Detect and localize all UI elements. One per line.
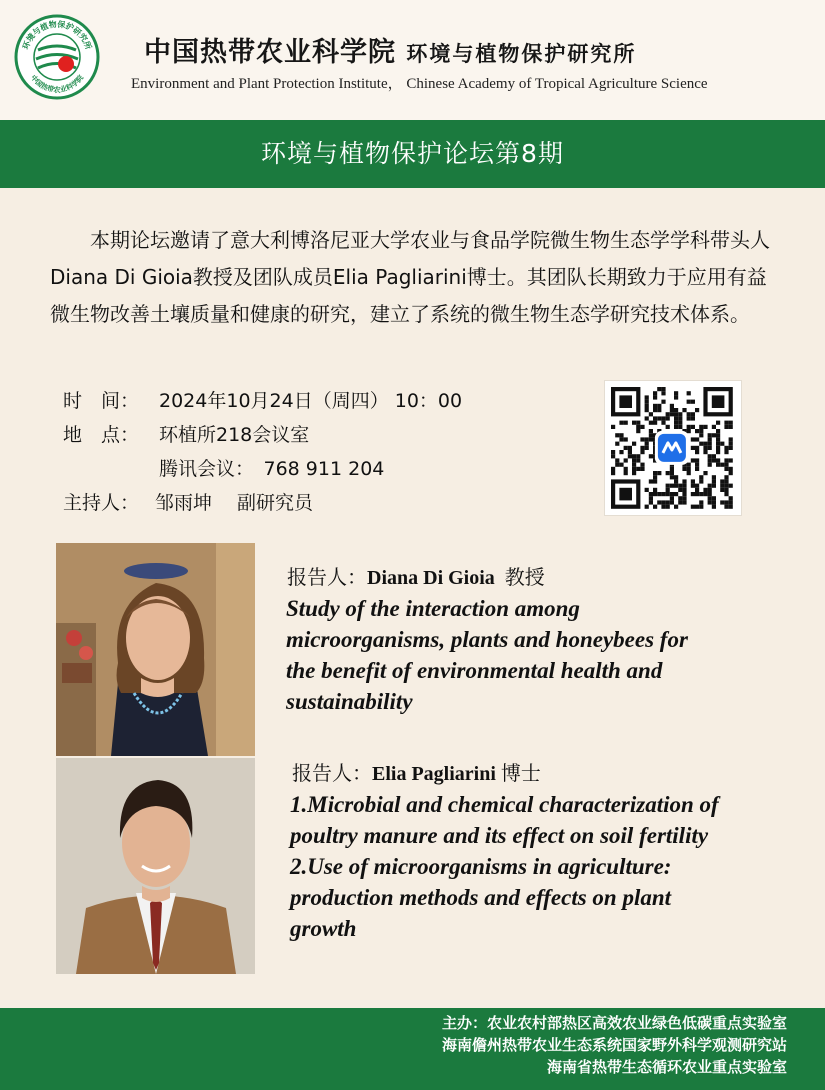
- talk-line: production methods and effects on plant: [290, 885, 672, 910]
- institute-subname-cn: 环境与植物保护研究所: [406, 41, 637, 66]
- talk-line: Study of the interaction among: [286, 596, 580, 621]
- talk-line: 1.Microbial and chemical characterization of: [290, 792, 719, 817]
- talk-line: 2.Use of microorganisms in agriculture:: [290, 854, 672, 879]
- speaker-2-title: 博士: [500, 763, 541, 785]
- speaker-1-title: 教授: [504, 567, 545, 589]
- talk-line: poultry manure and its effect on soil fertility: [290, 823, 709, 848]
- speaker-2-label: [292, 757, 541, 786]
- time-label: 时 间：: [63, 390, 140, 412]
- speaker-1-talk: [286, 593, 688, 717]
- logo-bottom-arc-text: 中国热带农业科学院: [28, 73, 86, 94]
- host-label: 主持人：: [63, 492, 140, 514]
- talk-line: the benefit of environmental health and: [286, 658, 663, 683]
- organizer-footer: [0, 1008, 825, 1090]
- intro-paragraph: 本期论坛邀请了意大利博洛尼亚大学农业与食品学院微生物生态学学科带头人Diana Di Gioia教授及团队成员Elia Pagliarini博士。其团队长期致力于应用有益微生物改善土壤质量和健康的研究，建立了系统的微生物生态学研究技术体系。: [50, 228, 770, 326]
- place-value: 环植所218会议室: [159, 424, 310, 446]
- speaker-2-prefix: 报告人：: [292, 763, 372, 785]
- institute-name-cn: [144, 30, 636, 69]
- tencent-meeting-qr-icon: [605, 381, 741, 515]
- academy-name-cn: 中国热带农业科学院: [144, 37, 396, 68]
- talk-line: sustainability: [286, 689, 413, 714]
- host-value: 邹雨坤 副研究员: [155, 492, 314, 514]
- place-label: 地 点：: [63, 424, 140, 446]
- speaker-1-prefix: 报告人：: [287, 567, 367, 589]
- time-value: 2024年10月24日（周四） 10：00: [159, 390, 463, 412]
- meeting-id: 腾讯会议： 768 911 204: [159, 458, 385, 480]
- organizer-list: [442, 1012, 787, 1078]
- speaker-photo-diana: [56, 543, 255, 756]
- talk-line: microorganisms, plants and honeybees for: [286, 627, 688, 652]
- speaker-photo-elia: [56, 758, 255, 974]
- organizer-line: 海南儋州热带农业生态系统国家野外科学观测研究站: [441, 1036, 787, 1054]
- forum-title-banner: 环境与植物保护论坛第8期: [0, 120, 825, 188]
- organizer-line: 海南省热带生态循环农业重点实验室: [546, 1058, 787, 1076]
- institute-seal-logo: [14, 14, 100, 100]
- speaker-1-label: [287, 561, 545, 590]
- organizer-line: 主办：农业农村部热区高效农业绿色低碳重点实验室: [441, 1014, 787, 1032]
- speaker-2-name: Elia Pagliarini: [372, 763, 496, 785]
- meeting-qr-code[interactable]: [604, 380, 742, 516]
- speaker-2-talk: [290, 789, 719, 944]
- talk-line: growth: [290, 916, 357, 941]
- logo-top-arc-text: 环境与植物保护研究所: [21, 19, 93, 51]
- speaker-1-name: Diana Di Gioia: [367, 567, 495, 589]
- page-header: [0, 0, 825, 120]
- institute-name-en: Environment and Plant Protection Institute， Chinese Academy of Tropical Agriculture Science: [131, 76, 708, 92]
